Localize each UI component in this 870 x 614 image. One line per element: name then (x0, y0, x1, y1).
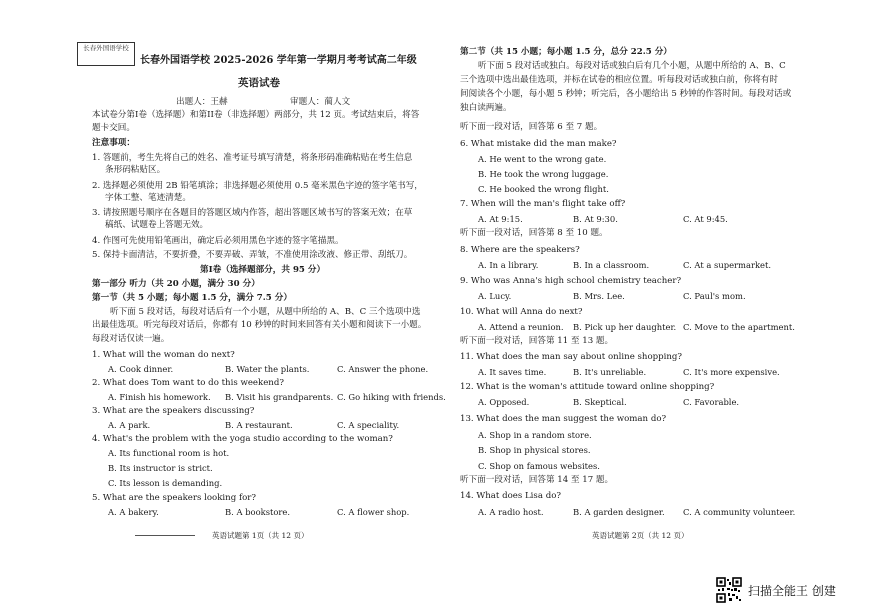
qr-code-icon (716, 577, 742, 603)
question-10: 10. What will Anna do next? (460, 307, 583, 317)
question-6: 6. What mistake did the man make? (460, 139, 617, 149)
section1-desc: 每段对话仅读一遍。 (92, 334, 170, 344)
question-9: 9. Who was Anna's high school chemistry teacher? (460, 276, 682, 286)
reviewer: 审题人：蔺人文 (290, 97, 351, 107)
section2-desc: 独白读两遍。 (460, 103, 512, 113)
section1-title: 第一节（共 5 小题；每小题 1.5 分，满分 7.5 分） (92, 293, 292, 303)
intro-line-2: 题卡交回。 (92, 123, 135, 133)
intro-line-1: 本试卷分第I卷（选择题）和第II卷（非选择题）两部分，共 12 页。考试结束后，将答 (92, 110, 420, 120)
option-b: B. Visit his grandparents. (225, 392, 334, 402)
option-a: A. Lucy. (478, 291, 512, 301)
option-c: C. He booked the wrong flight. (478, 184, 609, 194)
option-a: A. Opposed. (478, 397, 530, 407)
option-b: B. At 9:30. (573, 214, 618, 224)
option-c: C. At 9:45. (683, 214, 728, 224)
section2-title: 第二节（共 15 小题；每小题 1.5 分，总分 22.5 分） (460, 47, 672, 57)
option-c: C. Go hiking with friends. (337, 392, 446, 402)
note-line: 条形码粘贴区。 (105, 165, 166, 175)
option-a: A. A park. (108, 420, 151, 430)
option-c: C. Favorable. (683, 397, 740, 407)
section1-desc: 出最佳选项。听完每段对话后，你都有 10 秒钟的时间来回答有关小题和阅读下一小题。 (92, 320, 427, 330)
option-c: C. Its lesson is demanding. (108, 478, 223, 488)
listen-instruction: 听下面一段对话，回答第 8 至 10 题。 (460, 228, 608, 238)
listen-instruction: 听下面一段对话，回答第 11 至 13 题。 (460, 336, 614, 346)
note-line: 1. 答题前，考生先将自己的姓名、准考证号填写清楚，将条形码准确粘贴在考生信息 (92, 153, 413, 163)
option-c: C. It's more expensive. (683, 367, 780, 377)
option-b: B. In a classroom. (573, 260, 650, 270)
notes-title: 注意事项： (92, 138, 135, 148)
question-4: 4. What's the problem with the yoga studio according to the woman? (92, 434, 393, 444)
section1-desc: 听下面 5 段对话，每段对话后有一个小题，从题中所给的 A、B、C 三个选项中选 (110, 307, 421, 317)
option-a: A. Finish his homework. (108, 392, 211, 402)
exam-subtitle: 英语试卷 (238, 77, 280, 89)
option-c: C. A speciality. (337, 420, 400, 430)
question-11: 11. What does the man say about online shopping? (460, 352, 683, 362)
option-b: B. Pick up her daughter. (573, 322, 677, 332)
option-a: A. He went to the wrong gate. (478, 154, 607, 164)
option-b: B. A restaurant. (225, 420, 293, 430)
question-8: 8. Where are the speakers? (460, 245, 580, 255)
question-12: 12. What is the woman's attitude toward online shopping? (460, 382, 715, 392)
note-line: 5. 保持卡面清洁，不要折叠，不要弄破、弄皱，不准使用涂改液、修正带、刮纸刀。 (92, 250, 413, 260)
listen-instruction: 听下面一段对话，回答第 6 至 7 题。 (460, 122, 603, 132)
option-b: B. He took the wrong luggage. (478, 169, 609, 179)
option-c: C. Paul's mom. (683, 291, 746, 301)
note-line: 3. 请按照题号顺序在各题目的答题区域内作答，超出答题区域书写的答案无效；在草 (92, 208, 413, 218)
scanner-watermark: 扫描全能王 创建 (748, 584, 836, 598)
option-c: C. Shop on famous websites. (478, 461, 600, 471)
exam-title: 长春外国语学校 2025-2026 学年第一学期月考考试高二年级 (140, 55, 417, 66)
footer-rule (135, 535, 195, 536)
note-line: 稿纸、试题卷上答题无效。 (105, 220, 209, 230)
option-a: A. A bakery. (108, 507, 159, 517)
option-c: C. A flower shop. (337, 507, 410, 517)
note-line: 字体工整、笔迹清楚。 (105, 193, 191, 203)
listen-instruction: 听下面一段对话，回答第 14 至 17 题。 (460, 475, 614, 485)
option-c: C. At a supermarket. (683, 260, 772, 270)
part1-title: 第一部分 听力（共 20 小题，满分 30 分） (92, 279, 260, 289)
author: 出题人：王赫 (176, 97, 228, 107)
note-line: 2. 选择题必须使用 2B 铅笔填涂；非选择题必须使用 0.5 毫米黑色字迹的签字笔书写， (92, 181, 423, 191)
question-14: 14. What does Lisa do? (460, 491, 561, 501)
option-b: B. A bookstore. (225, 507, 291, 517)
option-c: C. Answer the phone. (337, 364, 429, 374)
option-a: A. Its functional room is hot. (108, 448, 230, 458)
option-a: A. Shop in a random store. (478, 430, 592, 440)
volume-title: 第I卷（选择题部分，共 95 分） (200, 265, 326, 275)
question-13: 13. What does the man suggest the woman do? (460, 414, 667, 424)
page-footer: 英语试题第 1页（共 12 页） (212, 531, 309, 540)
option-b: B. Mrs. Lee. (573, 291, 625, 301)
option-a: A. It saves time. (478, 367, 547, 377)
option-b: B. Its instructor is strict. (108, 463, 213, 473)
section2-desc: 听下面 5 段对话或独白。每段对话或独白后有几个小题，从题中所给的 A、B、C (478, 61, 786, 71)
question-3: 3. What are the speakers discussing? (92, 406, 255, 416)
note-line: 4. 作图可先使用铅笔画出，确定后必须用黑色字迹的签字笔描黑。 (92, 236, 344, 246)
option-a: A. At 9:15. (478, 214, 523, 224)
school-seal-icon: 长春外国语学校 (77, 42, 135, 66)
section2-desc: 间阅读各个小题，每小题 5 秒钟；听完后，各小题给出 5 秒钟的作答时间。每段对话或 (460, 89, 792, 99)
option-b: B. Shop in physical stores. (478, 445, 591, 455)
page-footer: 英语试题第 2页（共 12 页） (592, 531, 689, 540)
question-1: 1. What will the woman do next? (92, 350, 235, 360)
option-c: C. A community volunteer. (683, 507, 796, 517)
section2-desc: 三个选项中选出最佳选项，并标在试卷的相应位置。听每段对话或独白前，你将有时 (460, 75, 778, 85)
option-b: B. It's unreliable. (573, 367, 647, 377)
question-7: 7. When will the man's flight take off? (460, 199, 626, 209)
question-2: 2. What does Tom want to do this weekend? (92, 378, 284, 388)
option-a: A. Attend a reunion. (478, 322, 564, 332)
question-5: 5. What are the speakers looking for? (92, 493, 257, 503)
option-b: B. A garden designer. (573, 507, 665, 517)
option-a: A. A radio host. (478, 507, 544, 517)
option-a: A. In a library. (478, 260, 539, 270)
option-c: C. Move to the apartment. (683, 322, 795, 332)
option-a: A. Cook dinner. (108, 364, 174, 374)
option-b: B. Skeptical. (573, 397, 627, 407)
option-b: B. Water the plants. (225, 364, 310, 374)
